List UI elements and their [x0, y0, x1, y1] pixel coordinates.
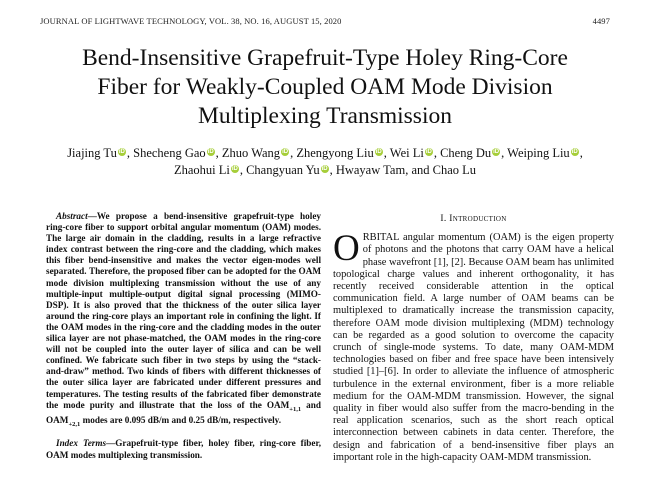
orcid-icon[interactable]: iD — [375, 149, 382, 155]
abstract-label: Abstract — [56, 211, 88, 221]
orcid-icon[interactable]: iD — [207, 149, 214, 155]
journal-citation: JOURNAL OF LIGHTWAVE TECHNOLOGY, VOL. 38, NO. 16, AUGUST 15, 2020 — [40, 16, 342, 26]
abstract-text: We propose a bend-insensitive grapefruit-type holey ring-core fiber to support orbital angular momentum (OAM) modes. The large air domain in the cladding, results in a large refractive index contrast between the ring-core and the cladding, which makes this fiber bend-insensitive and makes the vector eigen-modes well separated. Therefore, the proposed fiber can be adopted for the OAM mode division multiplexing transmission without the use of any multiple-input multiple-output digital signal processing (MIMO-DSP). It is also proved that the thickness of the outer silica layer around the ring-core plays an important role in confining the light. If the OAM modes in the ring-core and the cladding modes in the outer silica layer are not phase-matched, the OAM modes in the ring-core will not be coupled into the outer layer of silica and can be well confined. We fabricate such fiber in two steps by using the “stack-and-draw” method. Two kinds of fibers with different thicknesses of the outer silica layer are fabricated under different pressures and temperatures. The testing results of the fabricated fiber demonstrate the mode purity and illustrate that the loss of the OAM — [46, 211, 321, 410]
title-line-2: Fiber for Weakly-Coupled OAM Mode Division — [97, 74, 553, 100]
drop-cap: O — [333, 228, 360, 270]
author-name: Weiping Liu — [507, 146, 570, 160]
orcid-icon[interactable]: iD — [118, 149, 125, 155]
author-name: Cheng Du — [440, 146, 492, 160]
title-line-1: Bend-Insensitive Grapefruit-Type Holey Ring-Core — [82, 45, 568, 71]
author-name: Hwayaw Tam — [335, 163, 406, 177]
author-name: Zhengyong Liu — [296, 146, 374, 160]
introduction-paragraph — [333, 228, 614, 464]
abstract-column — [46, 211, 321, 461]
author-name: Zhuo Wang — [221, 146, 281, 160]
index-terms: Index Terms—Grapefruit-type fiber, holey fiber, ring-core fiber, OAM modes multiplexing transmission. — [46, 438, 321, 460]
author-name: Zhaohui Li — [173, 163, 230, 177]
orcid-icon[interactable]: iD — [571, 149, 578, 155]
author-line-2: Zhaohui Li iD , Changyuan Yu iD , Hwayaw Tam, and Chao Lu — [173, 163, 477, 177]
paper-title — [30, 44, 620, 131]
section-numeral: I. — [440, 214, 447, 224]
orcid-icon[interactable]: iD — [321, 166, 328, 172]
index-terms-text: Grapefruit-type fiber, holey fiber, ring-core fiber, OAM modes multiplexing transmission. — [46, 438, 321, 460]
section-heading — [333, 213, 614, 225]
orcid-icon[interactable]: iD — [282, 149, 289, 155]
section-title: Introduction — [449, 214, 507, 224]
orcid-icon[interactable]: iD — [425, 149, 432, 155]
author-name: Shecheng Gao — [133, 146, 206, 160]
orcid-icon[interactable]: iD — [493, 149, 500, 155]
index-terms-label: Index Terms — [56, 438, 107, 449]
author-name: Changyuan Yu — [246, 163, 320, 177]
author-name: Wei Li — [389, 146, 424, 160]
introduction-text: RBITAL angular momentum (OAM) is the eigen property of photons and the photons that carry OAM have a helical phase wavefront [1], [2]. Because OAM beam has unlimited topological charge values and inherent orthogonality, it has recently received considerable attention in the optical communication field. A large number of OAM beams can be multiplexed to dramatically increase the transmission capacity, therefore OAM mode division multiplexing (MDM) technology can be regarded as a good solution to overcome the capacity crunch of single-mode systems. To date, many OAM-MDM technologies based on fiber and free space have been intensively studied [1]–[6]. In order to alleviate the influence of atmospheric turbulence in the external environment, fiber is a more reliable medium for the OAM-MDM transmission. However, the signal quality in fiber would also suffer from the macro-bending in the real application scenarios, such as the short reach optical interconnection between cabinets in data center. Therefore, the design and fabrication of a bend-insensitive fiber plays an important role in the high-capacity OAM-MDM transmission. — [333, 232, 614, 463]
author-line-1: Jiajing Tu iD , Shecheng Gao iD , Zhuo Wang iD , Zhengyong Liu iD , Wei Li iD , Cheng Du iD , Weiping Liu iD , — [67, 146, 583, 160]
author-name: Jiajing Tu — [67, 146, 117, 160]
title-line-3: Multiplexing Transmission — [198, 103, 452, 129]
abstract: Abstract—We propose a bend-insensitive grapefruit-type holey ring-core fiber to support orbital angular momentum (OAM) modes. The large air domain in the cladding, results in a large refractive index contrast between the ring-core and the cladding, which makes this fiber bend-insensitive and makes the vector eigen-modes well separated. Therefore, the proposed fiber can be adopted for the OAM mode division multiplexing transmission without the use of any multiple-input multiple-output digital signal processing (MIMO-DSP). It is also proved that the thickness of the outer silica layer around the ring-core plays an important role in confining the light. If the OAM modes in the ring-core and the cladding modes in the outer silica layer are not phase-matched, the OAM modes in the ring-core will not be coupled into the outer layer of silica and can be well confined. We fabricate such fiber in two steps by using the “stack-and-draw” method. Two kinds of fibers with different thicknesses of the outer silica layer are fabricated under different pressures and temperatures. The testing results of the fabricated fiber demonstrate the mode purity and illustrate that the loss of the $OAM_{+1,1}$ and $OAM_{+2,1}$ modes are 0.095 dB/m and 0.25 dB/m, respectively. — [46, 211, 321, 428]
orcid-icon[interactable]: iD — [231, 166, 238, 172]
author-list — [40, 145, 610, 179]
introduction-column — [333, 213, 614, 464]
author-name: Chao Lu — [432, 163, 477, 177]
page-number: 4497 — [592, 16, 610, 26]
